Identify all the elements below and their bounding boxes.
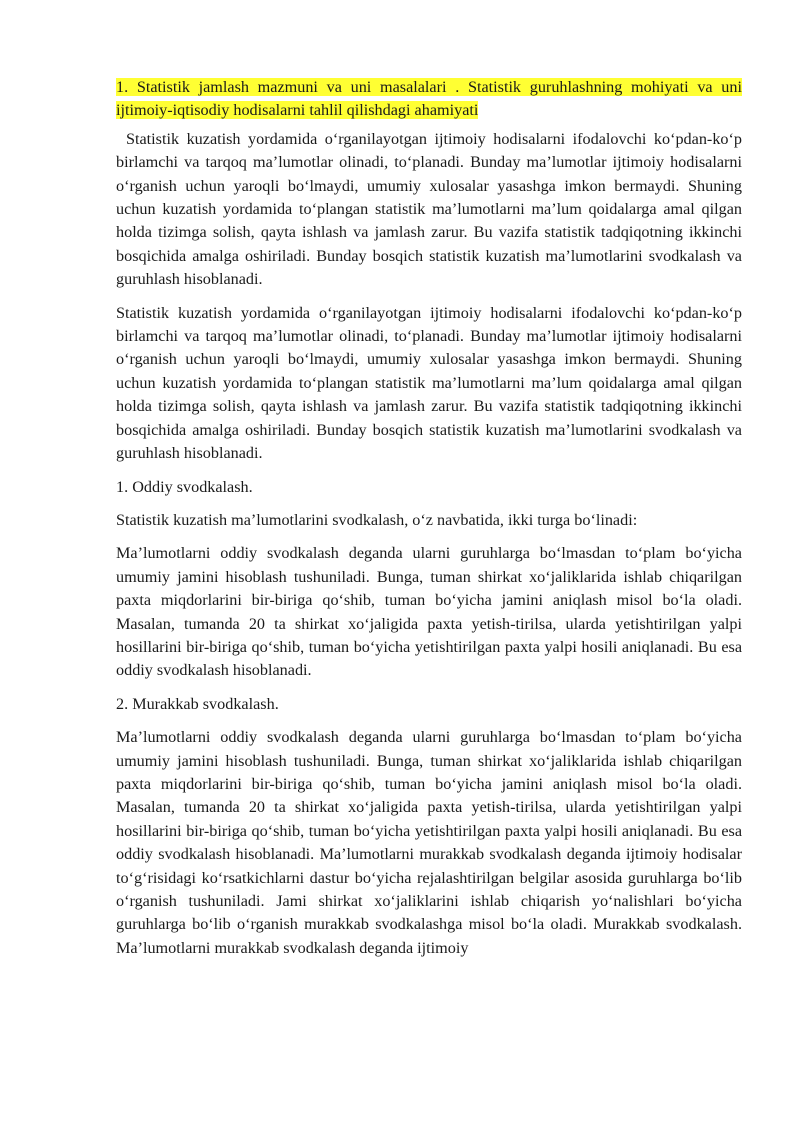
highlighted-heading-text: 1. Statistik jamlash mazmuni va uni masalalari . Statistik guruhlashning mohiyati va uni ijtimoiy-iqtisodiy hodisalarni tahlil qilishdagi ahamiyati [116, 78, 742, 120]
paragraph-summary-types: Statistik kuzatish ma’lumotlarini svodkalash, o‘z navbatida, ikki turga bo‘linadi: [116, 510, 638, 529]
subheading-simple-summary: 1. Oddiy svodkalash. [116, 477, 253, 496]
document-page [116, 76, 742, 960]
paragraph-intro: Statistik kuzatish yordamida o‘rganilayotgan ijtimoiy hodisalarni ifodalovchi ko‘pdan-ko‘p birlamchi va tarqoq ma’lumotlar olinadi, to‘planadi. Bunday ma’lumotlar ijtimoiy hodisalarni o‘rganish uchun yaroqli bo‘lmaydi, umumiy xulosalar yasashga imkon bermaydi. Shuning uchun kuzatish yordamida to‘plangan statistik ma’lumotlarni ma’lum qoidalarga amal qilgan holda tizimga solish, qayta ishlash va jamlash zarur. Bu vazifa statistik tadqiqotning ikkinchi bosqichida amalga oshiriladi. Bunday bosqich statistik kuzatish ma’lumotlarini svodkalash va guruhlash hisoblanadi. [116, 129, 742, 289]
section-heading [116, 76, 742, 123]
paragraph-simple-summary: Ma’lumotlarni oddiy svodkalash deganda ularni guruhlarga bo‘lmasdan to‘plam bo‘yicha umumiy jamini hisoblash tushuniladi. Bunga, tuman shirkat xo‘jaliklarida ishlab chiqarilgan paxta miqdorlarini bir-biriga qo‘shib, tuman bo‘yicha jamini aniqlash misol bo‘la oladi. Masalan, tumanda 20 ta shirkat xo‘jaligida paxta yetish-tirilsa, ularda yetishtirilgan yalpi hosillarini bir-biriga qo‘shib, tuman bo‘yicha yetishtirilgan paxta yalpi hosili aniqlanadi. Bu esa oddiy svodkalash hisoblanadi. [116, 544, 742, 680]
paragraph-complex-summary: Ma’lumotlarni oddiy svodkalash deganda ularni guruhlarga bo‘lmasdan to‘plam bo‘yicha umumiy jamini hisoblash tushuniladi. Bunga, tuman shirkat xo‘jaliklarida ishlab chiqarilgan paxta miqdorlarini bir-biriga qo‘shib, tuman bo‘yicha jamini aniqlash misol bo‘la oladi. Masalan, tumanda 20 ta shirkat xo‘jaligida paxta yetish-tirilsa, ularda yetishtirilgan yalpi hosillarini bir-biriga qo‘shib, tuman bo‘yicha yetishtirilgan paxta yalpi hosili aniqlanadi. Bu esa oddiy svodkalash hisoblanadi. Ma’lumotlarni murakkab svodkalash deganda ijtimoiy hodisalar to‘g‘risidagi ko‘rsatkichlarni dastur bo‘yicha rejalashtirilgan belgilar asosida guruhlarga bo‘lib o‘rganish tushuniladi. Jami shirkat xo‘jaliklarini ishlab chiqarish yo‘nalishlari bo‘yicha guruhlarga bo‘lib o‘rganish murakkab svodkalashga misol bo‘la oladi. Murakkab svodkalash. Ma’lumotlarni murakkab svodkalash deganda ijtimoiy [116, 728, 742, 957]
subheading-complex-summary: 2. Murakkab svodkalash. [116, 694, 279, 713]
paragraph-intro-repeat: Statistik kuzatish yordamida o‘rganilayotgan ijtimoiy hodisalarni ifodalovchi ko‘pdan-ko‘p birlamchi va tarqoq ma’lumotlar olinadi, to‘planadi. Bunday ma’lumotlar ijtimoiy hodisalarni o‘rganish uchun yaroqli bo‘lmaydi, umumiy xulosalar yasashga imkon bermaydi. Shuning uchun kuzatish yordamida to‘plangan statistik ma’lumotlarni ma’lum qoidalarga amal qilgan holda tizimga solish, qayta ishlash va jamlash zarur. Bu vazifa statistik tadqiqotning ikkinchi bosqichida amalga oshiriladi. Bunday bosqich statistik kuzatish ma’lumotlarini svodkalash va guruhlash hisoblanadi. [116, 303, 742, 463]
